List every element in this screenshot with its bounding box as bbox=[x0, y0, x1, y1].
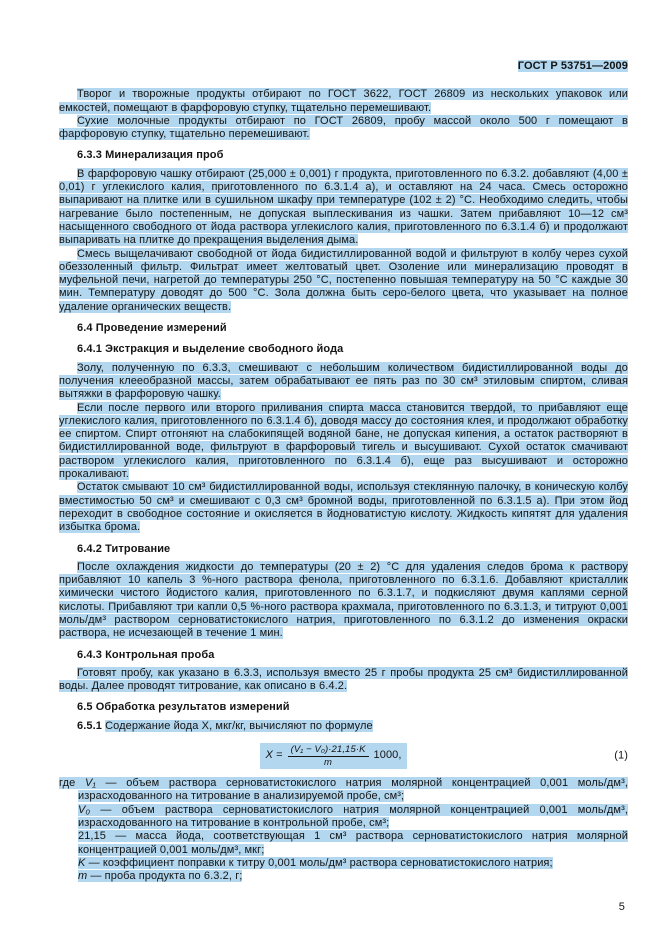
formula-multiplier: 1000, bbox=[373, 749, 402, 762]
section-heading-text: 6.4 Проведение измерений bbox=[77, 322, 227, 335]
formula-fraction bbox=[288, 744, 369, 768]
where-item bbox=[78, 804, 628, 831]
where-term: 21,15 bbox=[78, 830, 107, 843]
paragraph-text: После охлаждения жидкости до температуры (20 ± 2) °С для удаления следов брома к раствору прибавляют 10 капель 3 %-ного раствора фенола, приготовленного по 6.3.1.6. Добавляют кристаллик химически чистого йодистого калия, приготовленного по 6.3.1.7, и подкисляют двумя каплями серной кислоты. Прибавляют три капли 0,5 %-ного раствора крахмала, приготовленного по 6.3.1.3, и титруют 0,001 моль/дм³ раствором серноватистокислого натрия, приготовленного по 6.3.1.2 до изменения окраски раствора, не исчезающей в течение 1 мин. bbox=[59, 560, 628, 640]
where-item-text bbox=[78, 870, 242, 882]
paragraph-text: Содержание йода X, мкг/кг, вычисляют по формуле bbox=[105, 719, 373, 732]
where-definition: — проба продукта по 6.3.2, г; bbox=[90, 870, 243, 883]
where-item-text bbox=[59, 777, 628, 802]
where-item bbox=[78, 830, 628, 857]
clause-number: 6.5.1 bbox=[77, 719, 102, 732]
where-item-text bbox=[78, 830, 628, 855]
where-intro: где bbox=[59, 777, 76, 790]
where-item-text bbox=[78, 804, 628, 829]
section-heading-text: 6.5 Обработка результатов измерений bbox=[77, 701, 290, 714]
formula-lhs: X = bbox=[265, 749, 283, 762]
paragraph bbox=[59, 88, 628, 115]
numbered-paragraph bbox=[59, 720, 628, 733]
where-term: m bbox=[78, 870, 88, 883]
where-definition: — коэффициент поправки к титру 0,001 моль/дм³ раствора серноватистокислого натрия; bbox=[88, 856, 553, 869]
paragraph-text: Готовят пробу, как указано в 6.3.3, используя вместо 25 г пробы продукта 25 см³ бидистиллированной воды. Далее проводят титрование, как описано в 6.4.2. bbox=[59, 666, 628, 693]
formula-expression bbox=[260, 743, 406, 769]
paragraph-text: Смесь выщелачивают свободной от йода бидистиллированной водой и фильтруют в колбу через сухой обеззоленный фильтр. Фильтрат имеет желтоватый цвет. Озоление или минерализацию проводят в муфельной печи, нагретой до температуры 250 °С, постепенно повышая температуру на 50 °С каждые 30 мин. Температуру доводят до 500 °С. Зола должна быть серо-белого цвета, что указывает на полное удаление органических веществ. bbox=[59, 247, 628, 313]
paragraph-text: Остаток смывают 10 см³ бидистиллированной воды, используя стеклянную палочку, в коническую колбу вместимостью 50 см³ и смешивают с 0,3 см³ бромной воды, приготовленной по 6.3.1.5 а). При этом йод переходит в свободное состояние и окисляется в йодноватистую кислоту. Жидкость кипятят для удаления избытка брома. bbox=[59, 481, 628, 534]
section-heading bbox=[59, 343, 628, 356]
section-heading bbox=[59, 322, 628, 335]
where-definition: — масса йода, соответствующая 1 см³ раствора серноватистокислого натрия молярной концентрацией 0,001 моль/дм³, мкг; bbox=[78, 830, 628, 856]
section-heading-text: 6.3.3 Минерализация проб bbox=[77, 149, 224, 162]
paragraph bbox=[59, 362, 628, 402]
formula-numerator: (V₁ − V₀)·21,15·K bbox=[288, 744, 369, 757]
paragraph bbox=[59, 561, 628, 641]
where-item bbox=[59, 777, 629, 804]
page-number: 5 bbox=[618, 900, 625, 913]
section-heading-text: 6.4.3 Контрольная проба bbox=[77, 648, 215, 661]
section-heading bbox=[59, 543, 628, 556]
section-heading bbox=[59, 701, 628, 714]
formula-denominator: m bbox=[324, 757, 333, 769]
paragraph-text: Творог и творожные продукты отбирают по ГОСТ 3622, ГОСТ 26809 из нескольких упаковок или емкостей, помещают в фарфоровую ступку, тщательно перемешивают. bbox=[59, 88, 628, 114]
section-heading-text: 6.4.2 Титрование bbox=[77, 542, 171, 555]
paragraph bbox=[59, 481, 628, 534]
paragraph-text: В фарфоровую чашку отбирают (25,000 ± 0,001) г продукта, приготовленного по 6.3.2. добавляют (4,00 ± 0,01) г углекислого калия, приготовленного по 6.3.1.4 а), и оставляют на 24 часа. Смесь осторожно выпаривают на плитке или в сушильном шкафу при температуре (102 ± 2) °С. Необходимо следить, чтобы нагревание было постепенным, не допуская выплескивания из чашки. Затем прибавляют 10—12 см³ насыщенного свободного от йода раствора углекислого калия, приготовленного по 6.3.1.4 б) и продолжают выпаривать на плитке до прекращения выделения дыма. bbox=[59, 167, 628, 247]
paragraph bbox=[59, 667, 628, 694]
where-item bbox=[78, 857, 628, 870]
formula bbox=[59, 743, 628, 769]
where-definition: — объем раствора серноватистокислого натрия молярной концентрацией 0,001 моль/дм³, израсходованного на титрование в анализируемой пробе, см³; bbox=[78, 777, 629, 803]
where-term: V₀ bbox=[78, 803, 91, 816]
standard-number: ГОСТ Р 53751—2009 bbox=[517, 60, 628, 72]
paragraph bbox=[59, 168, 628, 248]
where-term: K bbox=[78, 856, 86, 869]
paragraph bbox=[59, 248, 628, 314]
where-term: V₁ bbox=[84, 777, 96, 790]
page-header bbox=[59, 60, 628, 73]
section-heading-text: 6.4.1 Экстракция и выделение свободного йода bbox=[77, 343, 344, 356]
where-definition: — объем раствора серноватистокислого натрия молярной концентрацией 0,001 моль/дм³, израсходованного на титрование в контрольной пробе, см³; bbox=[78, 803, 629, 829]
formula-number: (1) bbox=[614, 749, 628, 762]
where-list bbox=[59, 777, 628, 883]
paragraph-text: Сухие молочные продукты отбирают по ГОСТ 26809, пробу массой около 500 г помещают в фарфоровую ступку, тщательно перемешивают. bbox=[59, 114, 628, 141]
paragraph bbox=[59, 115, 628, 142]
paragraph-text: Если после первого или второго приливания спирта масса становится твердой, то прибавляют еще углекислого калия, приготовленного по 6.3.1.4 б), доводя массу до состояния клея, и продолжают обработку ее спиртом. Спирт отгоняют на слабокипящей водяной бане, не допуская кипения, а остаток растворяют в бидистиллированной воде, фильтруют в фарфоровый тигель и высушивают. Сухой остаток смачивают раствором углекислого калия, приготовленного по 6.3.1.4 б), еще раз высушивают и осторожно прокаливают. bbox=[59, 401, 628, 481]
section-heading bbox=[59, 649, 628, 662]
where-item-text bbox=[78, 857, 553, 869]
paragraph-text: Золу, полученную по 6.3.3, смешивают с небольшим количеством бидистиллированной воды до получения клееобразной массы, затем обрабатывают ее пять раз по 30 см³ этиловым спиртом, сливая вытяжки в фарфоровую чашку. bbox=[59, 361, 628, 401]
paragraph bbox=[59, 402, 628, 482]
where-item bbox=[78, 870, 628, 883]
section-heading bbox=[59, 149, 628, 162]
